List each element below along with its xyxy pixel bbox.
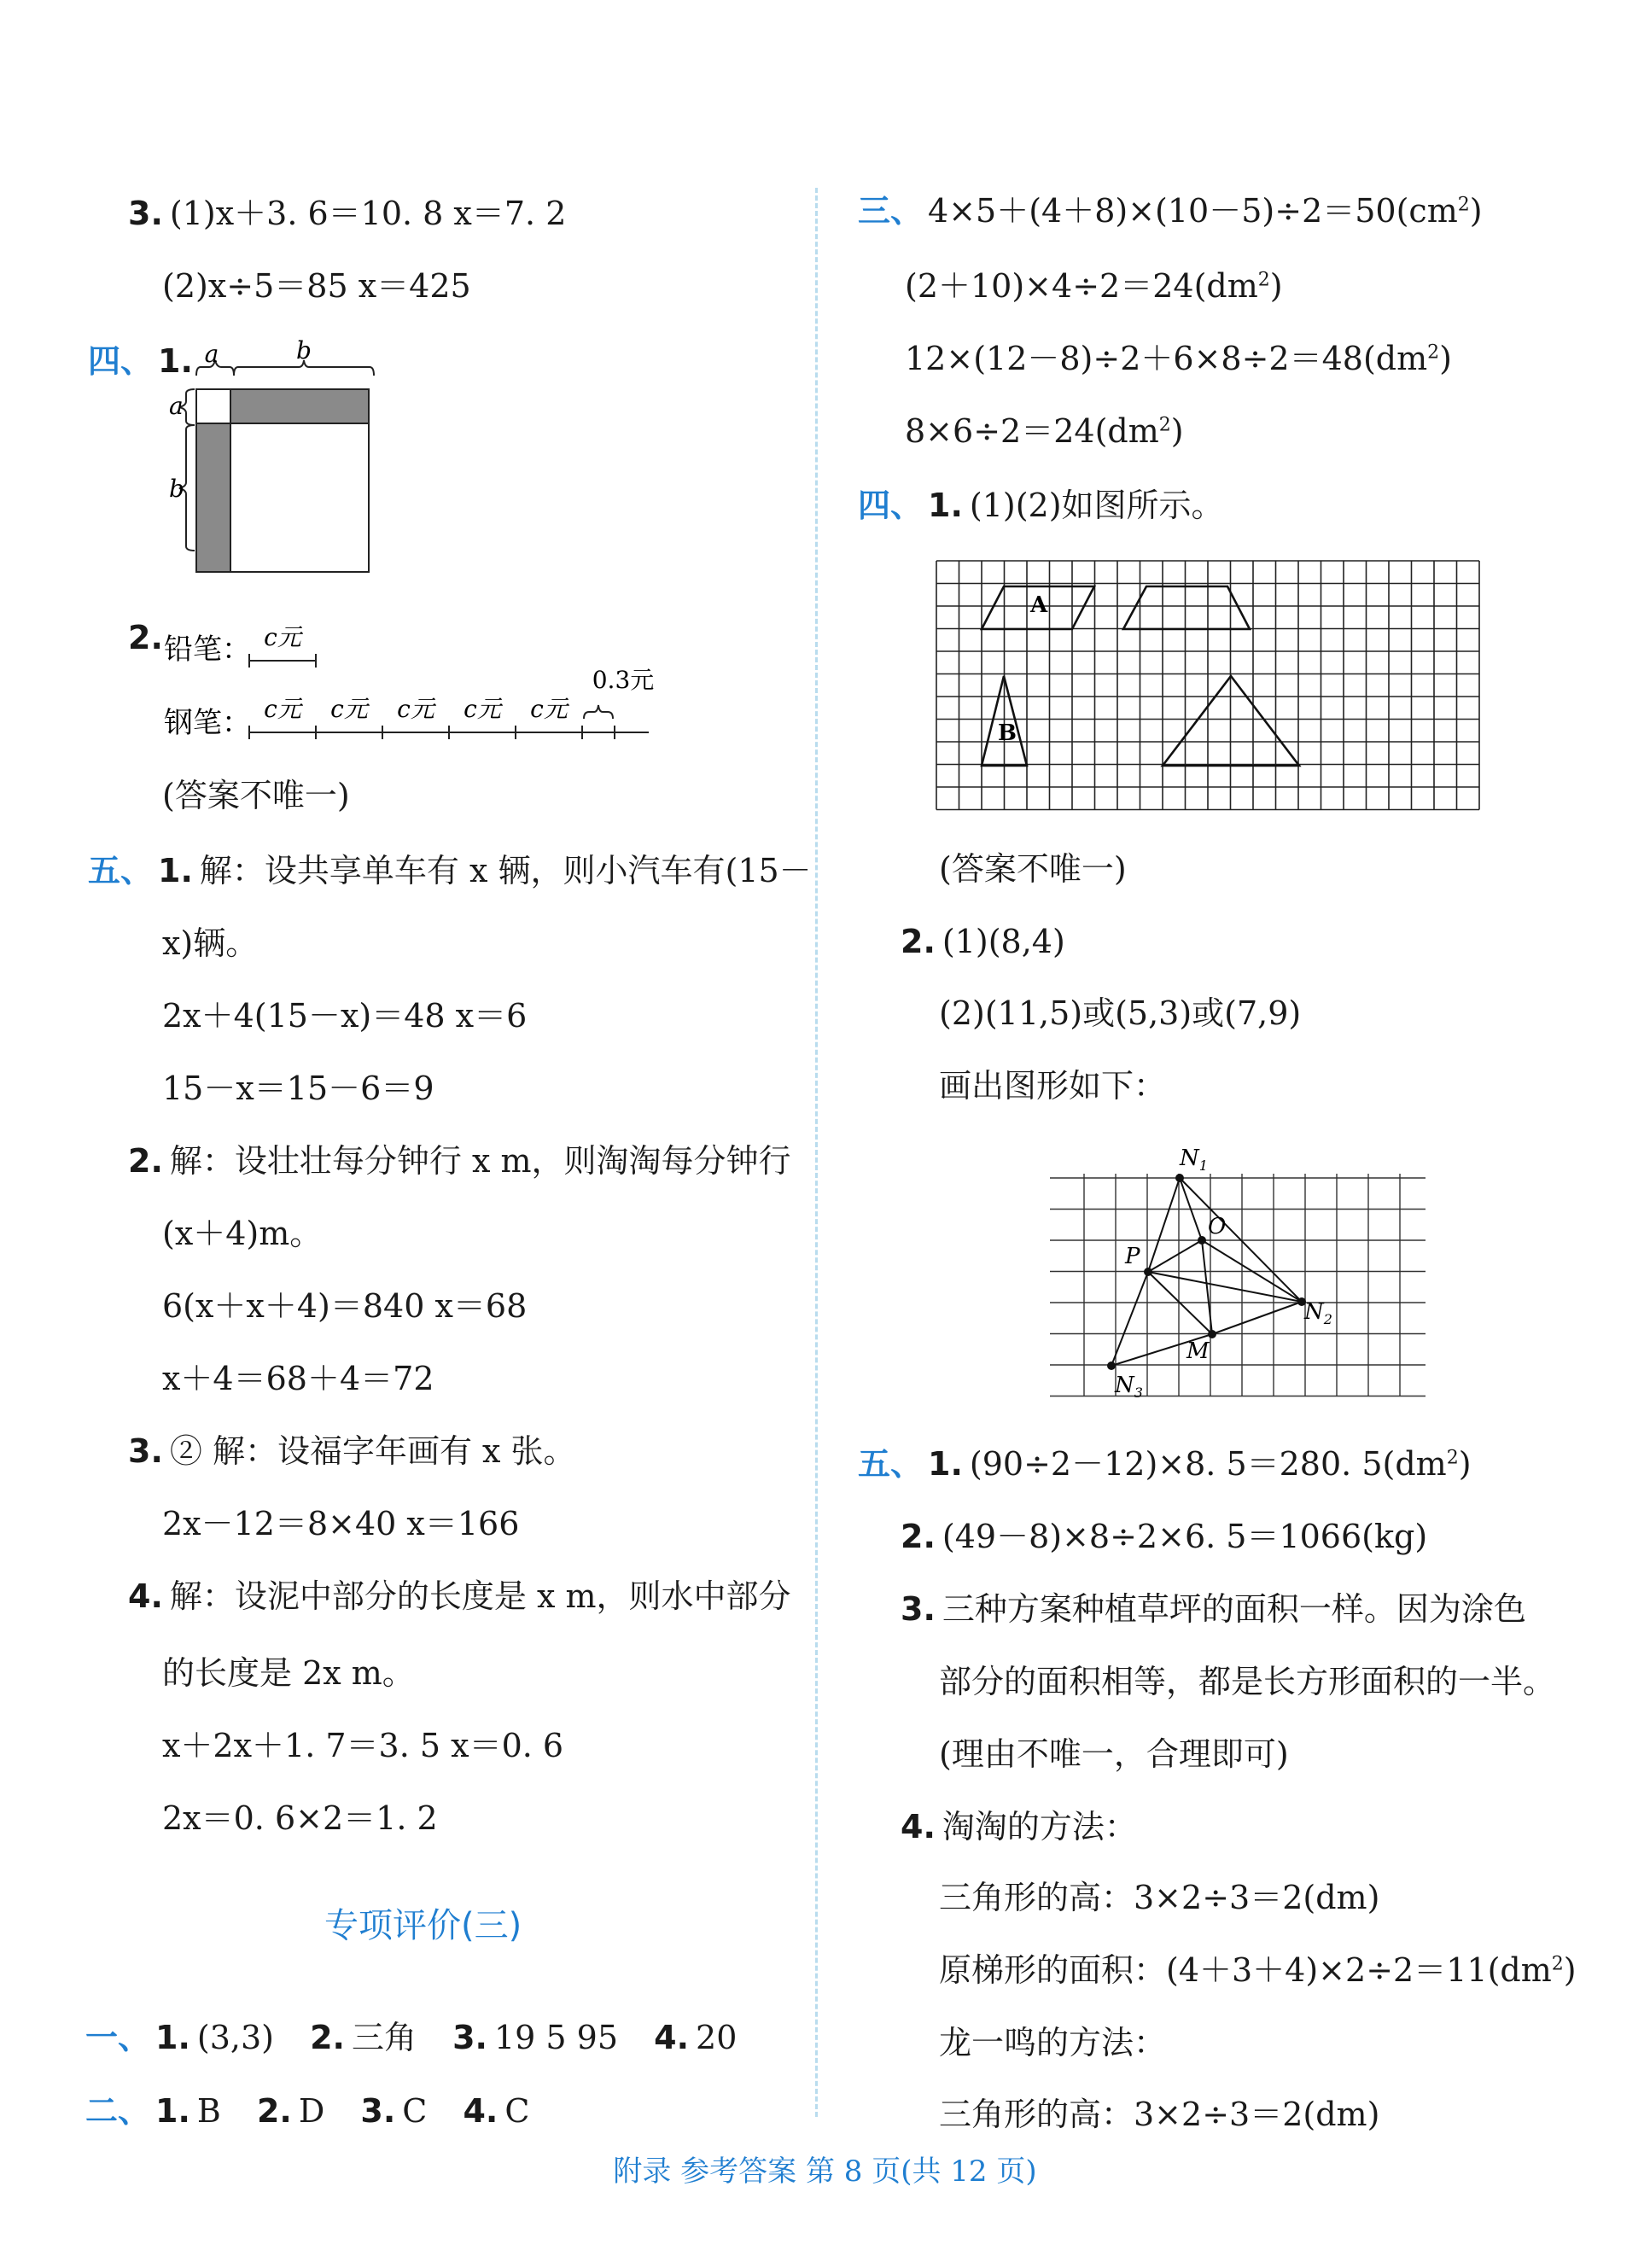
- right-s4-q2-line2: (2)(11,5)或(5,3)或(7,9): [939, 994, 1302, 1032]
- right-s5-q4-line3: 原梯形的面积：$(4+3+4)\times 2\div 2=11(dm^2)$: [939, 1951, 1577, 1989]
- point-p: [1144, 1268, 1152, 1276]
- page-footer: 附录 参考答案 第 8 页(共 12 页): [613, 2154, 1037, 2189]
- right-s5-q4-line1: 4. 淘淘的方法：: [901, 1808, 1137, 1845]
- right-s5-q3-line2: 部分的面积相等，都是长方形面积的一半。: [939, 1663, 1556, 1700]
- right-s4-q2-line1: 2. (1)(8,4): [901, 923, 1065, 960]
- pencil-label: 铅笔：: [164, 633, 251, 667]
- pencil-segment-label: c元: [264, 623, 301, 651]
- pen-seg-2: c元: [330, 695, 368, 723]
- pen-seg-3: c元: [397, 695, 434, 723]
- label-a-left: a: [169, 392, 184, 420]
- right-s5-q2: 2. (49－8)×8÷2×6. 5＝1066(kg): [901, 1518, 1428, 1555]
- section-two-answers: 二、 1. B 2. D 3. C 4. C: [85, 2092, 530, 2130]
- label-o: O: [1208, 1214, 1227, 1239]
- pen-extra-label: 0.3元: [592, 666, 655, 694]
- grid-figure: [936, 561, 1479, 812]
- right-s5-q3-line1: 3. 三种方案种植草坪的面积一样。因为涂色: [901, 1590, 1526, 1628]
- left-s5-q4-line1: 4. 解：设泥中部分的长度是 x m，则水中部分: [128, 1577, 791, 1615]
- column-divider: [815, 188, 818, 2117]
- section-title: 专项评价(三): [324, 1906, 522, 1945]
- label-n1: $N_1$: [1180, 1146, 1208, 1174]
- label-b-left: b: [169, 475, 184, 503]
- left-q3-line2: (2)x÷5＝85 x＝425: [162, 267, 471, 305]
- right-s5-q4-line5: 三角形的高：3×2÷3＝2(dm): [939, 2096, 1380, 2133]
- right-s3-line3: $12\times(12-8)\div 2+6\times 8\div 2=48(dm^2)$: [905, 340, 1452, 377]
- point-m: [1208, 1330, 1216, 1338]
- right-s5-q4-line2: 三角形的高：3×2÷3＝2(dm): [939, 1879, 1380, 1916]
- label-b: B: [998, 720, 1017, 746]
- right-s3-line2: $(2+10)\times 4\div 2=24(dm^2)$: [905, 267, 1283, 305]
- right-s5-q3-line3: (理由不唯一，合理即可): [939, 1735, 1289, 1773]
- left-s5-q4-line4: 2x＝0. 6×2＝1. 2: [162, 1799, 438, 1837]
- square-ab-figure: [162, 336, 393, 580]
- point-n1: [1175, 1174, 1184, 1182]
- left-s5-q1-line4: 15－x＝15－6＝9: [162, 1070, 434, 1107]
- label-p: P: [1125, 1244, 1140, 1269]
- label-n3: $N_3$: [1115, 1373, 1143, 1401]
- segment-diagram: [162, 615, 674, 751]
- label-m: M: [1186, 1338, 1210, 1364]
- pen-seg-1: c元: [264, 695, 301, 723]
- left-s5-q4-line2: 的长度是 2x m。: [162, 1654, 415, 1692]
- left-s5-q3-line2: 2x－12＝8×40 x＝166: [162, 1505, 520, 1542]
- left-s5-q1-line1: 五、 1. 解：设共享单车有 x 辆，则小汽车有(15－: [88, 852, 812, 889]
- right-s5-q1: 五、 1. (90÷2－12)×8. 5＝280. $5(dm^2)$: [858, 1445, 1472, 1483]
- point-n3: [1107, 1361, 1116, 1370]
- left-s5-q1-line2: x)辆。: [162, 924, 259, 962]
- section-one-answers: 一、 1. (3,3) 2. 三角 3. 19 5 95 4. 20: [85, 2019, 738, 2056]
- right-s4-q1: 四、 1. (1)(2)如图所示。: [858, 487, 1224, 524]
- pen-seg-4: c元: [464, 695, 501, 723]
- left-s5-q2-line3: 6(x＋x＋4)＝840 x＝68: [162, 1287, 528, 1325]
- label-a-top: a: [204, 340, 219, 368]
- point-o: [1198, 1236, 1206, 1245]
- left-s5-q2-line1: 2. 解：设壮壮每分钟行 x m，则淘淘每分钟行: [128, 1142, 791, 1180]
- right-s5-q4-line4: 龙一鸣的方法：: [939, 2024, 1167, 2061]
- left-s5-q2-line2: (x＋4)m。: [162, 1215, 323, 1252]
- left-s4-q2: 2.: [128, 619, 163, 656]
- left-s5-q1-line3: 2x＋4(15－x)＝48 x＝6: [162, 997, 528, 1035]
- pen-seg-5: c元: [530, 695, 568, 723]
- label-a: A: [1030, 592, 1048, 618]
- section-4-heading: 四、 1.: [88, 342, 193, 380]
- right-note-2: (答案不唯一): [939, 850, 1127, 888]
- right-s3-line4: $8\times 6\div 2=24(dm^2)$: [905, 412, 1184, 450]
- left-s5-q3-line1: 3. ② 解：设福字年画有 x 张。: [128, 1432, 576, 1470]
- pen-label: 钢笔：: [164, 706, 251, 740]
- right-s4-q2-line3: 画出图形如下：: [939, 1067, 1167, 1105]
- right-s3-line1: 三、 $4\times 5+(4+8)\times(10-5)\div 2=50(cm^2)$: [858, 192, 1483, 230]
- left-s5-q4-line3: x＋2x＋1. 7＝3. 5 x＝0. 6: [162, 1727, 564, 1764]
- label-b-top: b: [296, 336, 312, 364]
- left-note-1: (答案不唯一): [162, 777, 350, 814]
- left-q3-line1: 3. (1)x＋3. 6＝10. 8 x＝7. 2: [128, 195, 567, 232]
- left-s5-q2-line4: x＋4＝68＋4＝72: [162, 1360, 434, 1397]
- label-n2: $N_2$: [1304, 1299, 1332, 1327]
- coordinate-figure: [1050, 1140, 1434, 1404]
